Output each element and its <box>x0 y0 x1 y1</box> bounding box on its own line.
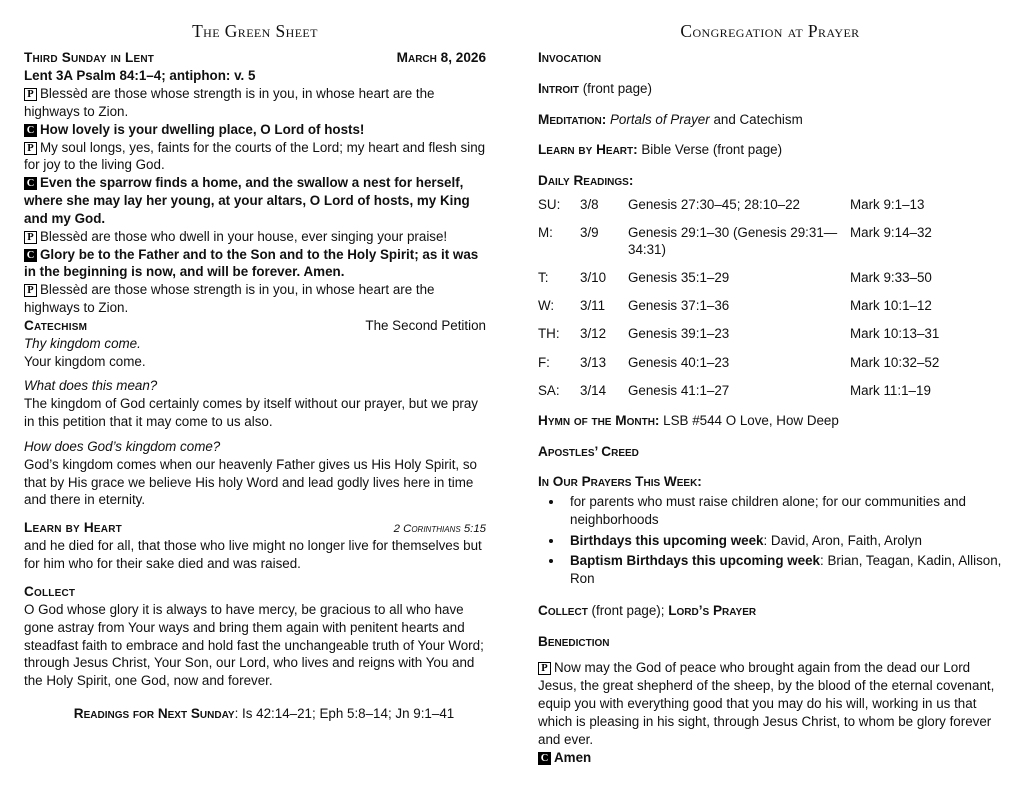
psalm-verse <box>24 85 486 121</box>
psalm-verse <box>24 139 486 175</box>
petition-traditional: Thy kingdom come. <box>24 335 141 351</box>
apostles-creed-label: Apostles’ Creed <box>538 443 639 459</box>
reading-ot: Genesis 39:1–23 <box>628 326 730 342</box>
reading-nt: Mark 10:1–12 <box>850 298 932 314</box>
learn-by-heart-text: and he died for all, that those who live might no longer live for themselves but for him who for their sake died and was raised. <box>24 538 482 572</box>
daily-readings-table <box>538 192 1002 406</box>
prayer-bold-label: Baptism Birthdays this upcoming week <box>570 553 821 569</box>
reading-date: 3/8 <box>580 196 599 212</box>
collect-heading: Collect <box>24 583 76 599</box>
reading-day: F: <box>538 354 550 370</box>
learn-by-heart-value: Bible Verse (front page) <box>637 142 783 158</box>
pastor-badge-icon: P <box>24 284 37 297</box>
occasion-date-row <box>24 49 486 67</box>
catechism-question-1: What does this mean? <box>24 378 158 394</box>
reading-nt: Mark 10:13–31 <box>850 326 940 342</box>
pastor-badge-icon: P <box>24 88 37 101</box>
catechism-answer-1: The kingdom of God certainly comes by itself without our prayer, but we pray in this petition that it may come to us also. <box>24 396 479 430</box>
catechism-question-2: How does God’s kingdom come? <box>24 438 221 454</box>
reading-ot: Genesis 40:1–23 <box>628 354 730 370</box>
catechism-answer-2: God’s kingdom comes when our heavenly Father gives us His Holy Spirit, so that by His grace we believe His holy Word and lead godly lives here in time and there in eternity. <box>24 456 478 508</box>
catechism-petition-label: The Second Petition <box>365 317 486 333</box>
reading-day: TH: <box>538 326 560 342</box>
psalm-verse-text: Glory be to the Father and to the Son and to the Holy Spirit; as it was in the beginning is now, and will be forever. Amen. <box>24 246 479 280</box>
psalm-verse-text: Blessèd are those whose strength is in you, in whose heart are the highways to Zion. <box>24 282 435 315</box>
amen-text: Amen <box>554 749 592 765</box>
reading-nt: Mark 11:1–19 <box>850 382 931 398</box>
reading-ot: Genesis 29:1–30 (Genesis 29:31—34:31) <box>628 224 838 257</box>
reading-nt: Mark 9:1–13 <box>850 196 925 212</box>
collect-lords-prayer-row <box>538 602 1002 620</box>
psalm-verse-text: Blessèd are those who dwell in your house, ever singing your praise! <box>40 228 448 244</box>
reading-ot: Genesis 37:1–36 <box>628 298 730 314</box>
table-row <box>538 293 1002 321</box>
prayer-list <box>538 493 1002 588</box>
reading-date: 3/11 <box>580 298 606 314</box>
page-title-right: Congregation at Prayer <box>680 21 860 41</box>
prayers-heading-label: In Our Prayers This Week: <box>538 474 702 490</box>
psalm-verse-text: Even the sparrow finds a home, and the swallow a nest for herself, where she may lay her young, at your altars, O Lord of hosts, my King and my God. <box>24 175 470 226</box>
table-row <box>538 350 1002 378</box>
psalm-heading: Lent 3A Psalm 84:1–4; antiphon: v. 5 <box>24 68 256 84</box>
learn-by-heart-heading-row <box>24 520 486 537</box>
congregation-badge-icon: C <box>24 249 37 262</box>
learn-by-heart-heading: Learn by Heart <box>24 520 122 536</box>
daily-readings-label: Daily Readings: <box>538 172 634 188</box>
collect-label: Collect <box>538 603 588 619</box>
prayer-text: for parents who must raise children alone; for our communities and neighborhoods <box>570 493 966 527</box>
next-sunday-value: : Is 42:14–21; Eph 5:8–14; Jn 9:1–41 <box>234 706 455 722</box>
meditation-value: and Catechism <box>709 111 803 127</box>
reading-day: SU: <box>538 196 561 212</box>
introit-value: (front page) <box>579 80 652 96</box>
benediction-text: Now may the God of peace who brought again from the dead our Lord Jesus, the great shepherd of the sheep, by the blood of the eternal covenant, equip you with everything good that you may do his will, working in us that which is pleasing in his sight, through Jesus Christ, to whom be glory forever and ever. <box>538 660 995 747</box>
list-item <box>564 552 1002 588</box>
hymn-label: Hymn of the Month: <box>538 412 660 428</box>
psalm-verse <box>24 281 486 317</box>
daily-readings-row <box>538 172 1002 190</box>
psalm-verse <box>24 174 486 227</box>
apostles-creed-row <box>538 443 1002 461</box>
table-row <box>538 220 1002 265</box>
reading-day: T: <box>538 270 549 286</box>
next-sunday-readings <box>24 705 486 723</box>
benediction-heading-row <box>538 633 1002 651</box>
catechism-heading: Catechism <box>24 317 88 333</box>
learn-by-heart-label: Learn by Heart: <box>538 142 638 158</box>
reading-nt: Mark 9:33–50 <box>850 270 932 286</box>
reading-nt: Mark 10:32–52 <box>850 354 940 370</box>
next-sunday-label: Readings for Next Sunday <box>73 706 235 722</box>
table-row <box>538 321 1002 349</box>
prayers-heading-row <box>538 473 1002 491</box>
reading-day: SA: <box>538 382 560 398</box>
petition-modern: Your kingdom come. <box>24 353 146 369</box>
psalm-verse <box>24 121 486 139</box>
introit-label: Introit <box>538 80 579 96</box>
benediction-text-row <box>538 659 1002 748</box>
amen-row <box>538 749 1002 767</box>
introit-row <box>538 80 1002 98</box>
pastor-badge-icon: P <box>538 662 551 675</box>
reading-date: 3/10 <box>580 270 607 286</box>
right-column <box>512 0 1024 791</box>
pastor-badge-icon: P <box>24 231 37 244</box>
occasion-heading: Third Sunday in Lent <box>24 50 155 66</box>
reading-date: 3/12 <box>580 326 607 342</box>
reading-nt: Mark 9:14–32 <box>850 224 932 240</box>
collect-text: O God whose glory it is always to have mercy, be gracious to all who have gone astray from Your ways and bring them again with penitent hearts and steadfast faith to embrace and hold fast the unchangeable truth of Your Word; through Jesus Christ, Your Son, our Lord, who lives and reigns with You and the Holy Spirit, one God, now and forever. <box>24 601 484 689</box>
table-row <box>538 378 1002 406</box>
service-date: March 8, 2026 <box>396 50 486 66</box>
list-item <box>564 493 1002 529</box>
psalm-verse <box>24 228 486 246</box>
learn-by-heart-reference: 2 Corinthians 5:15 <box>393 523 486 536</box>
table-row <box>538 265 1002 293</box>
hymn-row <box>538 412 1002 430</box>
hymn-value: LSB #544 O Love, How Deep <box>659 412 839 428</box>
psalm-verse-list <box>24 85 486 317</box>
prayer-bold-label: Birthdays this upcoming week <box>570 532 764 548</box>
reading-date: 3/13 <box>580 354 607 370</box>
pastor-badge-icon: P <box>24 142 37 155</box>
psalm-verse-text: How lovely is your dwelling place, O Lord of hosts! <box>40 121 365 137</box>
table-row <box>538 192 1002 220</box>
reading-ot: Genesis 27:30–45; 28:10–22 <box>628 196 800 212</box>
lords-prayer-label: Lord’s Prayer <box>668 603 757 619</box>
page-title-left: The Green Sheet <box>192 21 318 41</box>
reading-ot: Genesis 41:1–27 <box>628 382 730 398</box>
congregation-badge-icon: C <box>24 124 37 137</box>
benediction-heading: Benediction <box>538 633 610 649</box>
prayer-text: : Brian, Teagan, Kadin, Allison, Ron <box>570 553 1002 587</box>
psalm-verse <box>24 246 486 282</box>
reading-date: 3/9 <box>580 224 599 240</box>
meditation-value-italic: Portals of Prayer <box>606 111 710 127</box>
meditation-row <box>538 111 1002 129</box>
list-item <box>564 532 1002 550</box>
prayer-text: : David, Aron, Faith, Arolyn <box>763 532 922 548</box>
catechism-heading-row <box>24 317 486 335</box>
congregation-badge-icon: C <box>538 752 551 765</box>
collect-mid-text: (front page); <box>587 603 669 619</box>
psalm-verse-text: Blessèd are those whose strength is in you, in whose heart are the highways to Zion. <box>24 86 435 119</box>
reading-date: 3/14 <box>580 382 607 398</box>
learn-by-heart-row <box>538 141 1002 159</box>
reading-day: W: <box>538 298 555 314</box>
psalm-verse-text: My soul longs, yes, faints for the courts of the Lord; my heart and flesh sing for joy to the living God. <box>24 139 486 173</box>
reading-ot: Genesis 35:1–29 <box>628 270 730 286</box>
reading-day: M: <box>538 224 553 240</box>
congregation-badge-icon: C <box>24 177 37 190</box>
invocation-row <box>538 49 1002 67</box>
meditation-label: Meditation: <box>538 111 607 127</box>
invocation-label: Invocation <box>538 50 602 66</box>
